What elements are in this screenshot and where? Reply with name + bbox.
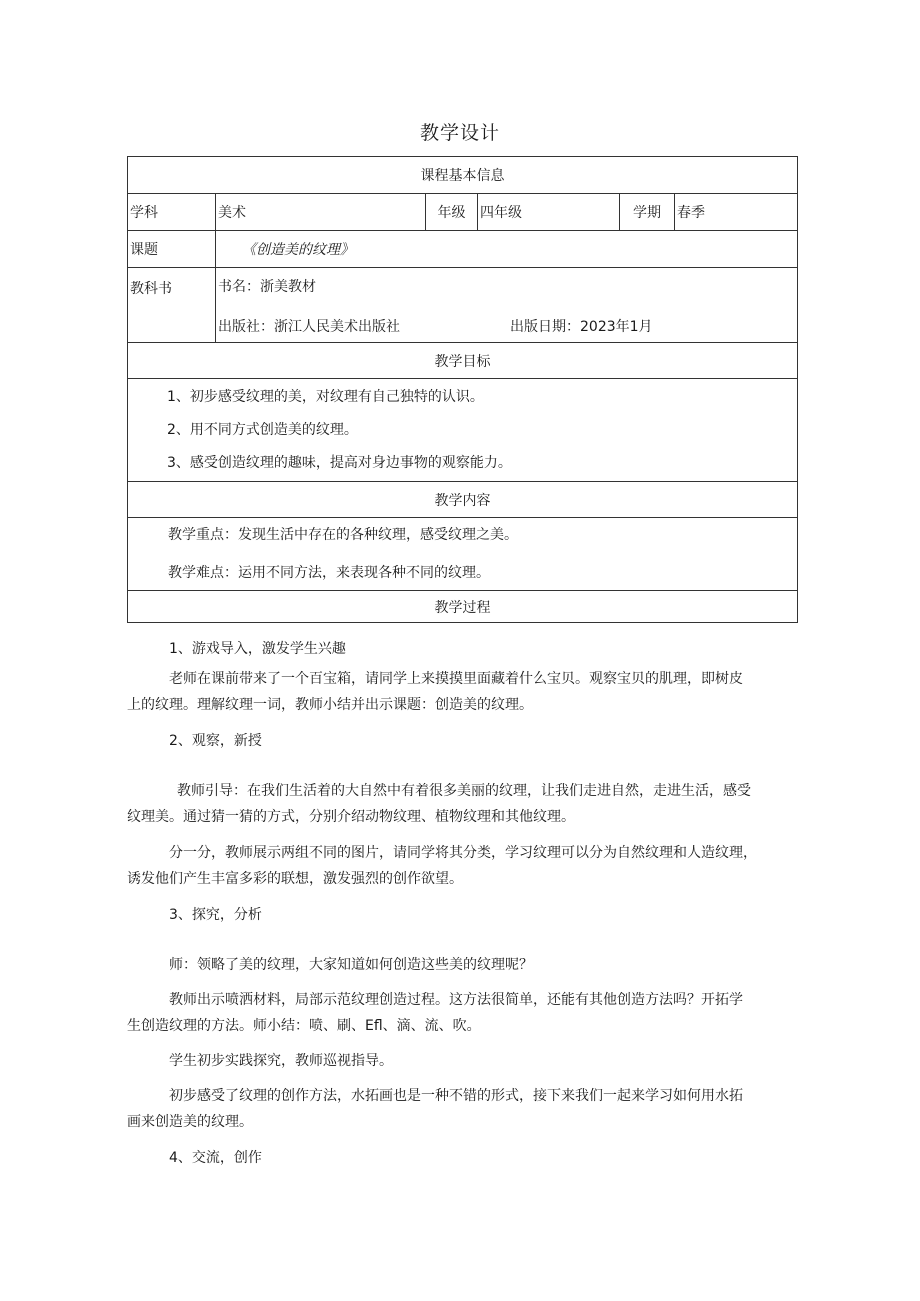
grade-value: 四年级 — [478, 194, 620, 231]
paragraph-line: 上的纹理。理解纹理一词，教师小结并出示课题：创造美的纹理。 — [127, 697, 533, 713]
basic-info-header: 课程基本信息 — [128, 157, 798, 194]
paragraph-line: 生创造纹理的方法。师小结：喷、刷、Efl、滴、流、吹。 — [127, 1018, 481, 1034]
publisher: 出版社：浙江人民美术出版社 — [218, 319, 400, 335]
goals-cell — [128, 379, 798, 482]
topic-label: 课题 — [128, 231, 216, 268]
page-title: 教学设计 — [419, 122, 500, 144]
paragraph-line: 学生初步实践探究，教师巡视指导。 — [169, 1053, 393, 1069]
grade-label: 年级 — [426, 194, 478, 231]
publish-date: 出版日期：2023年1月 — [510, 319, 653, 335]
goal-item: 3、感受创造纹理的趣味，提高对身边事物的观察能力。 — [167, 454, 512, 471]
textbook-info — [216, 268, 798, 343]
step-heading: 2、观察，新授 — [169, 733, 262, 749]
subject-label: 学科 — [128, 194, 216, 231]
step-heading: 1、游戏导入，激发学生兴趣 — [169, 641, 346, 657]
paragraph-line: 教师出示喷洒材料，局部示范纹理创造过程。这方法很简单，还能有其他创造方法吗？开拓学 — [169, 992, 743, 1008]
paragraph-line: 教师引导：在我们生活着的大自然中有着很多美丽的纹理，让我们走进自然，走进生活，感受 — [177, 783, 751, 799]
goal-item: 1、初步感受纹理的美，对纹理有自己独特的认识。 — [167, 388, 484, 405]
paragraph-line: 诱发他们产生丰富多彩的联想，激发强烈的创作欲望。 — [127, 871, 463, 887]
paragraph-line: 初步感受了纹理的创作方法，水拓画也是一种不错的形式，接下来我们一起来学习如何用水拓 — [169, 1088, 743, 1104]
goals-header: 教学目标 — [128, 343, 798, 379]
paragraph-line: 老师在课前带来了一个百宝箱，请同学上来摸摸里面藏着什么宝贝。观察宝贝的肌理，即树皮 — [169, 671, 743, 687]
step-heading: 4、交流，创作 — [169, 1150, 262, 1166]
paragraph-line: 师：领略了美的纹理，大家知道如何创造这些美的纹理呢？ — [169, 957, 533, 973]
paragraph-line: 分一分，教师展示两组不同的图片，请同学将其分类，学习纹理可以分为自然纹理和人造纹理， — [169, 845, 757, 861]
topic-value: 《创造美的纹理》 — [216, 231, 798, 268]
textbook-label: 教科书 — [128, 268, 216, 343]
content-header: 教学内容 — [128, 482, 798, 518]
content-cell — [128, 518, 798, 591]
term-label: 学期 — [620, 194, 675, 231]
paragraph-line: 纹理美。通过猜一猜的方式，分别介绍动物纹理、植物纹理和其他纹理。 — [127, 809, 575, 825]
course-info-table — [127, 156, 798, 623]
subject-value: 美术 — [216, 194, 426, 231]
difficult-point: 教学难点：运用不同方法，来表现各种不同的纹理。 — [168, 565, 490, 581]
goal-item: 2、用不同方式创造美的纹理。 — [167, 421, 358, 438]
process-header: 教学过程 — [128, 591, 798, 623]
term-value: 春季 — [675, 194, 798, 231]
paragraph-line: 画来创造美的纹理。 — [127, 1114, 253, 1130]
key-point: 教学重点：发现生活中存在的各种纹理，感受纹理之美。 — [168, 527, 518, 543]
book-name: 书名：浙美教材 — [218, 279, 316, 295]
step-heading: 3、探究，分析 — [169, 907, 262, 923]
process-body — [127, 636, 797, 1171]
